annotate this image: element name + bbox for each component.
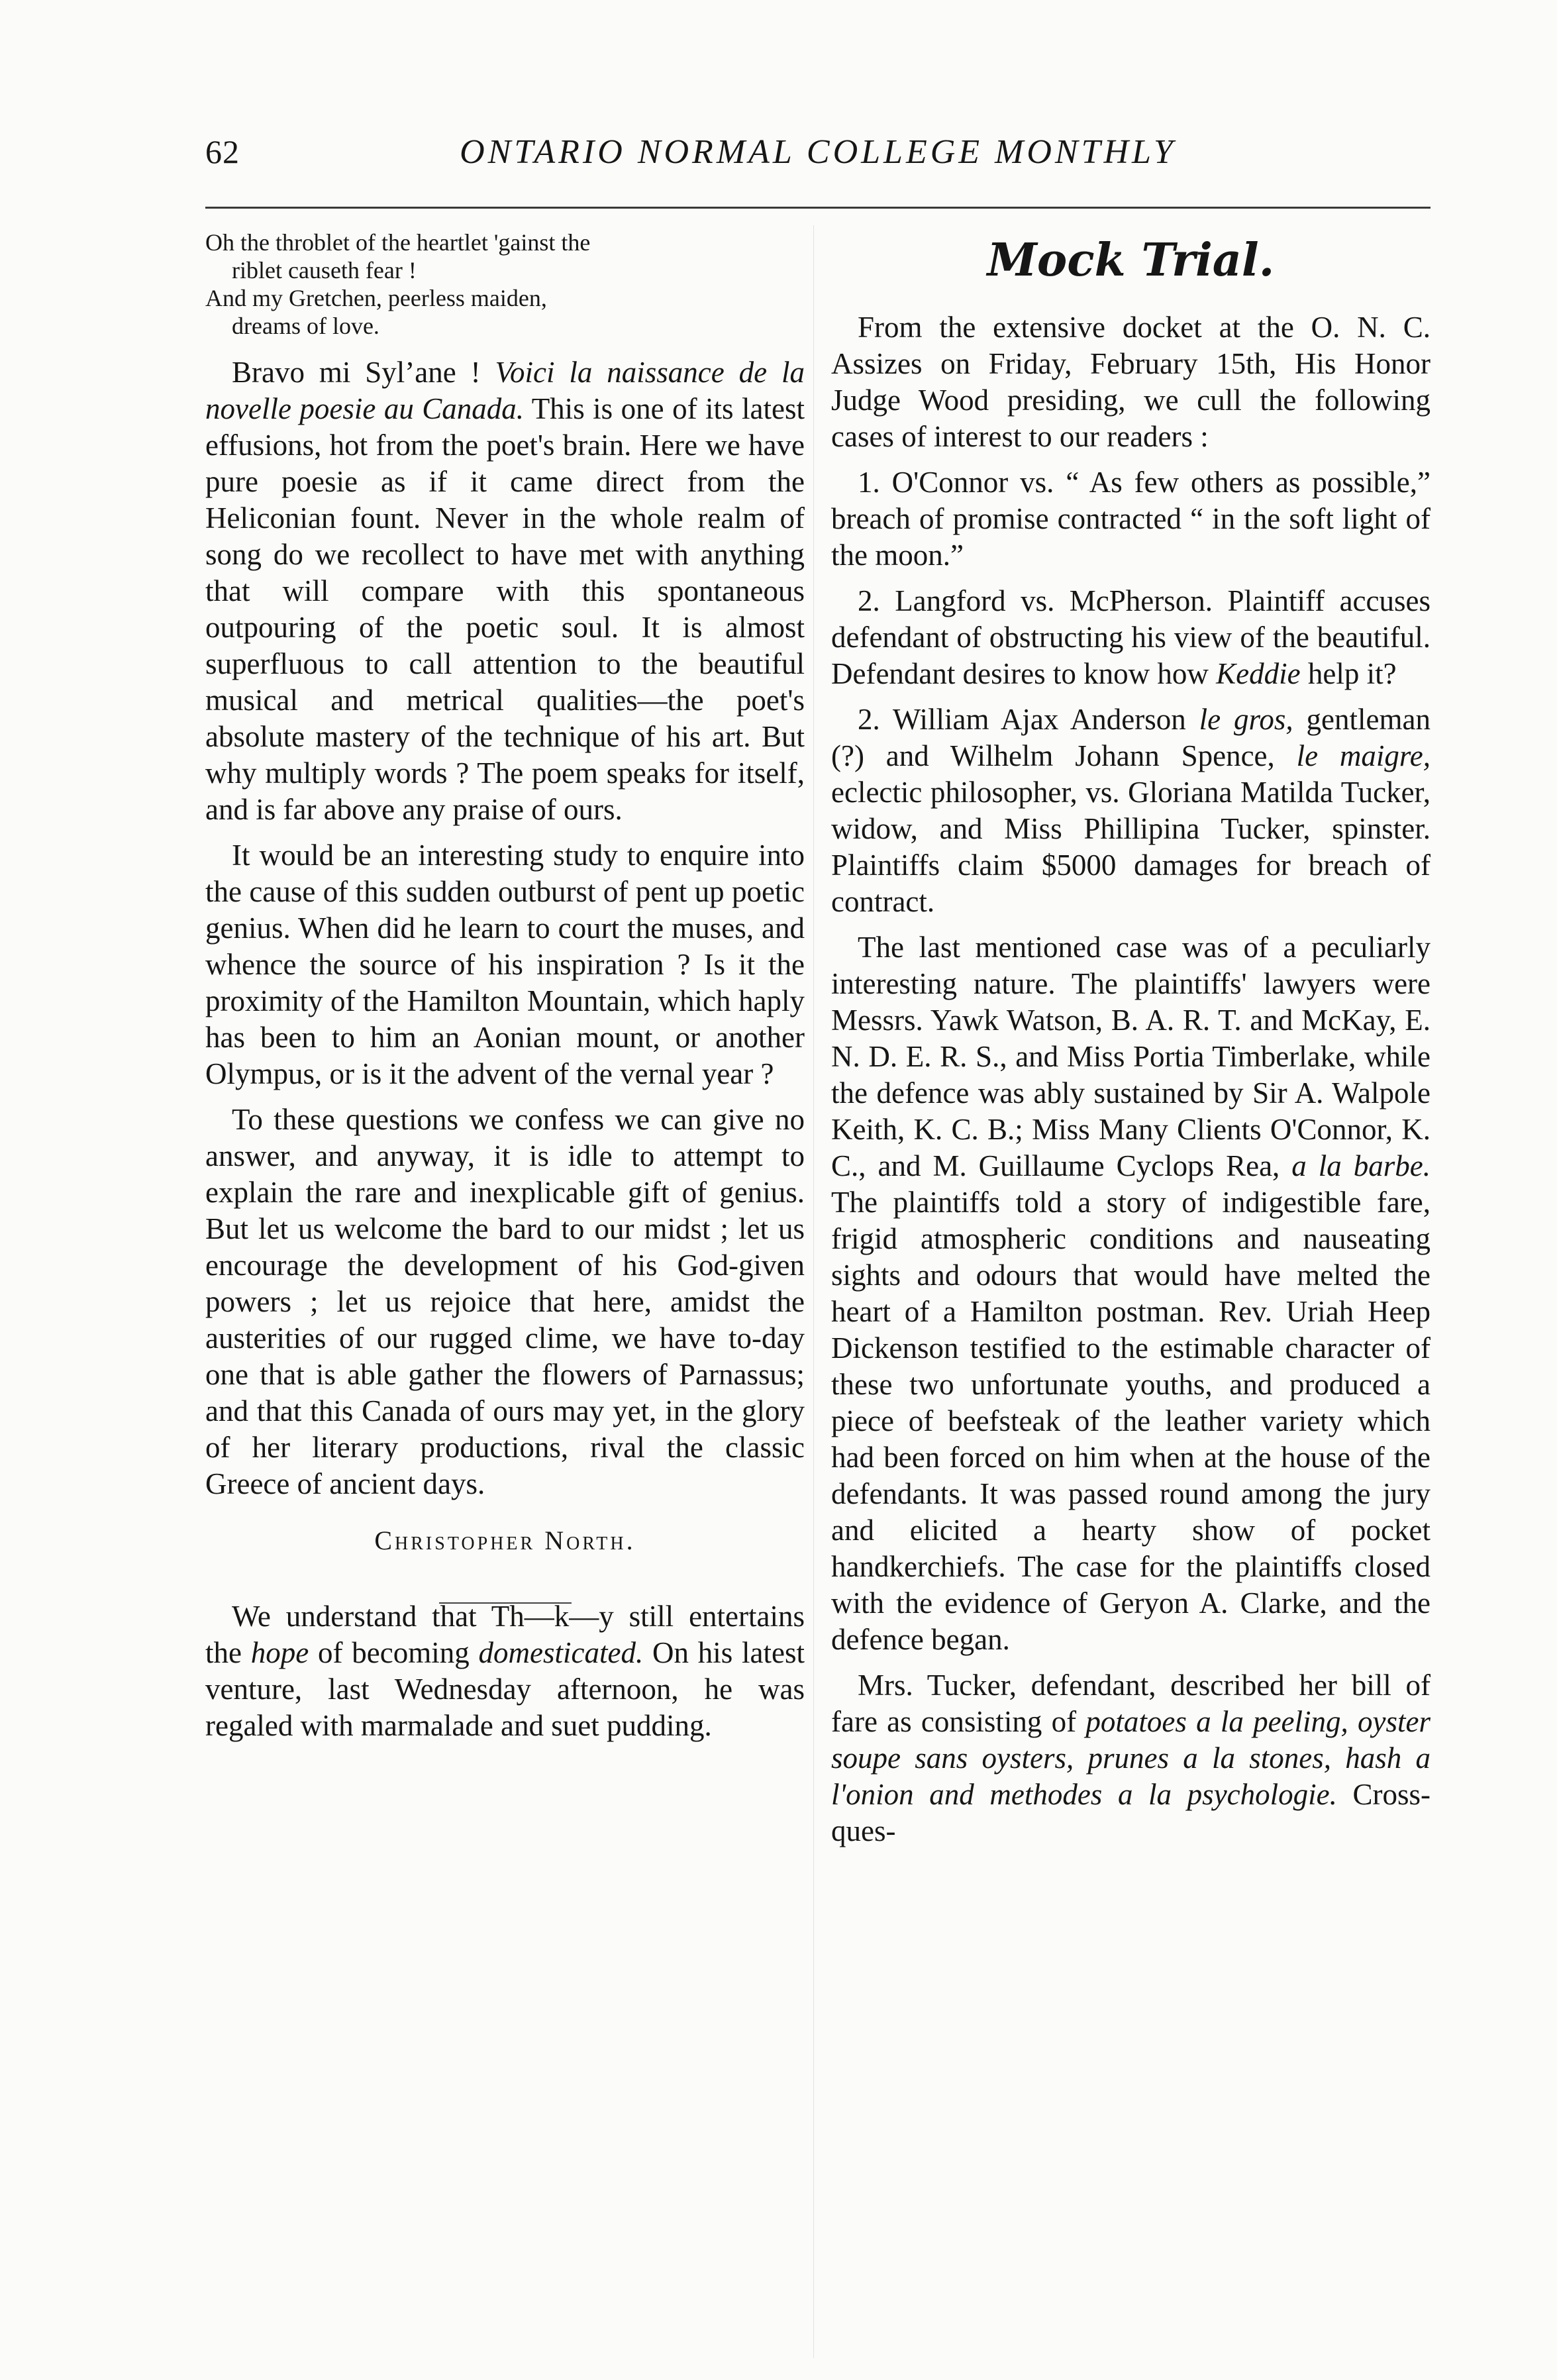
text-run: This is one of its latest effusions, hot from the poet's brain. Here we have pure poesie as if it came direct from the Heliconian fount. Never in the whole realm of song do we recollect to have met with anything that will compare with this spontaneous outpouring of the poetic soul. It is almost superfluous to call attention to the beautiful musical and metrical qualities—the poet's absolute mastery of the technique of his art. But why multiply words ? The poem speaks for itself, and is far above any praise of ours.: [205, 392, 805, 826]
italic-run: a la barbe.: [1291, 1149, 1431, 1182]
column-gutter: [813, 225, 814, 2358]
italic-run: hope: [250, 1636, 309, 1669]
page-header: [205, 132, 1431, 192]
separator-rule: [205, 1576, 805, 1578]
verse-line: riblet causeth fear !: [232, 257, 417, 284]
italic-run: Voici la naissance de la novelle poesie au Canada.: [205, 356, 805, 425]
header-rule: [205, 207, 1431, 209]
italic-run: le maigre,: [1296, 739, 1431, 772]
text-run: of becoming: [309, 1636, 479, 1669]
verse-line: dreams of love.: [232, 313, 379, 339]
paragraph-mrs-tucker: [831, 1667, 1431, 1849]
text-run: gentleman (?) and Wilhelm Johann Spence,: [831, 703, 1431, 772]
case-item: 1. O'Connor vs. “ As few others as possible,” breach of promise contracted “ in the soft light of the moon.”: [831, 466, 1431, 572]
italic-run: le gros,: [1199, 703, 1293, 736]
italic-run: Keddie: [1216, 657, 1301, 690]
verse-stanza: [205, 229, 805, 340]
paragraph-bravo: [205, 354, 805, 828]
case-item: [831, 701, 1431, 920]
paragraph-domesticated: [205, 1598, 805, 1744]
left-column: [205, 229, 805, 1753]
text-run: eclectic philosopher, vs. Gloriana Matilda Tucker, widow, and Miss Phillipina Tucker, spinster. Plaintiffs claim $5000 damages for breach of contract.: [831, 776, 1431, 918]
text-run: Mrs. Tucker, defendant, described her bill of fare as consisting of: [831, 1669, 1431, 1738]
running-title: ONTARIO NORMAL COLLEGE MONTHLY: [460, 133, 1176, 171]
verse-line: And my Gretchen, peerless maiden,: [205, 285, 547, 311]
text-run: Bravo mi Syl’ane !: [232, 356, 495, 389]
paragraph-study: It would be an interesting study to enquire into the cause of this sudden outburst of pent up poetic genius. When did he learn to court the muses, and whence the source of his inspiration ? Is it the proximity of the Hamilton Mountain, which haply has been to him an Aonian mount, or another Olympus, or is it the advent of the vernal year ?: [205, 839, 805, 1090]
italic-run: potatoes a la peeling, oyster soupe sans oysters, prunes a la stones, hash a l'onion and methodes a la psychologie.: [831, 1705, 1431, 1811]
text-run: The plaintiffs told a story of indigestible fare, frigid atmospheric conditions and nauseating sights and odours that would have melted the heart of a Hamilton postman. Rev. Uriah Heep Dickenson testified to the estimable character of these two unfortunate youths, and produced a piece of beefsteak of the leather variety which had been forced on him when at the house of the defendants. It was passed round among the jury and elicited a hearty show of pocket handkerchiefs. The case for the plaintiffs closed with the evidence of Geryon A. Clarke, and the defence began.: [831, 1186, 1431, 1656]
page-number: 62: [205, 133, 240, 170]
right-column: [831, 229, 1431, 1859]
text-run: help it?: [1300, 657, 1397, 690]
signature: Christopher North.: [374, 1526, 636, 1555]
verse-line: Oh the throblet of the heartlet 'gainst the: [205, 229, 591, 256]
paragraph-intro: From the extensive docket at the O. N. C. Assizes on Friday, February 15th, His Honor Judge Wood presiding, we cull the following cases of interest to our readers :: [831, 311, 1431, 453]
italic-run: domesticated.: [478, 1636, 644, 1669]
text-run: The last mentioned case was of a peculiarly interesting nature. The plaintiffs' lawyers were Messrs. Yawk Watson, B. A. R. T. and McKay, E. N. D. E. R. S., and Miss Portia Timberlake, while the defence was ably sustained by Sir A. Walpole Keith, K. C. B.; Miss Many Clients O'Connor, K. C., and M. Guillaume Cyclops Rea,: [831, 931, 1431, 1182]
text-run: On his latest venture, last Wednesday afternoon, he was regaled with marmalade and suet pudding.: [205, 1636, 805, 1742]
paragraph-questions: To these questions we confess we can give no answer, and anyway, it is idle to attempt to explain the rare and inexplicable gift of genius. But let us welcome the bard to our midst ; let us encourage the development of his God-given powers ; let us rejoice that here, amidst the austerities of our rugged clime, we have to-day one that is able gather the flowers of Parnassus; and that this Canada of ours may yet, in the glory of her literary productions, rival the classic Greece of ancient days.: [205, 1103, 805, 1500]
text-run: We understand that Th—k—y still entertains the: [205, 1600, 805, 1669]
text-run: Cross-ques-: [831, 1778, 1431, 1847]
text-run: 2. Langford vs. McPherson. Plaintiff accuses defendant of obstructing his view of the beautiful. Defendant desires to know how: [831, 584, 1431, 690]
section-title: Mock Trial.: [987, 234, 1275, 287]
paragraph-last-case: [831, 929, 1431, 1658]
case-item: [831, 583, 1431, 692]
text-run: 2. William Ajax Anderson: [858, 703, 1199, 736]
